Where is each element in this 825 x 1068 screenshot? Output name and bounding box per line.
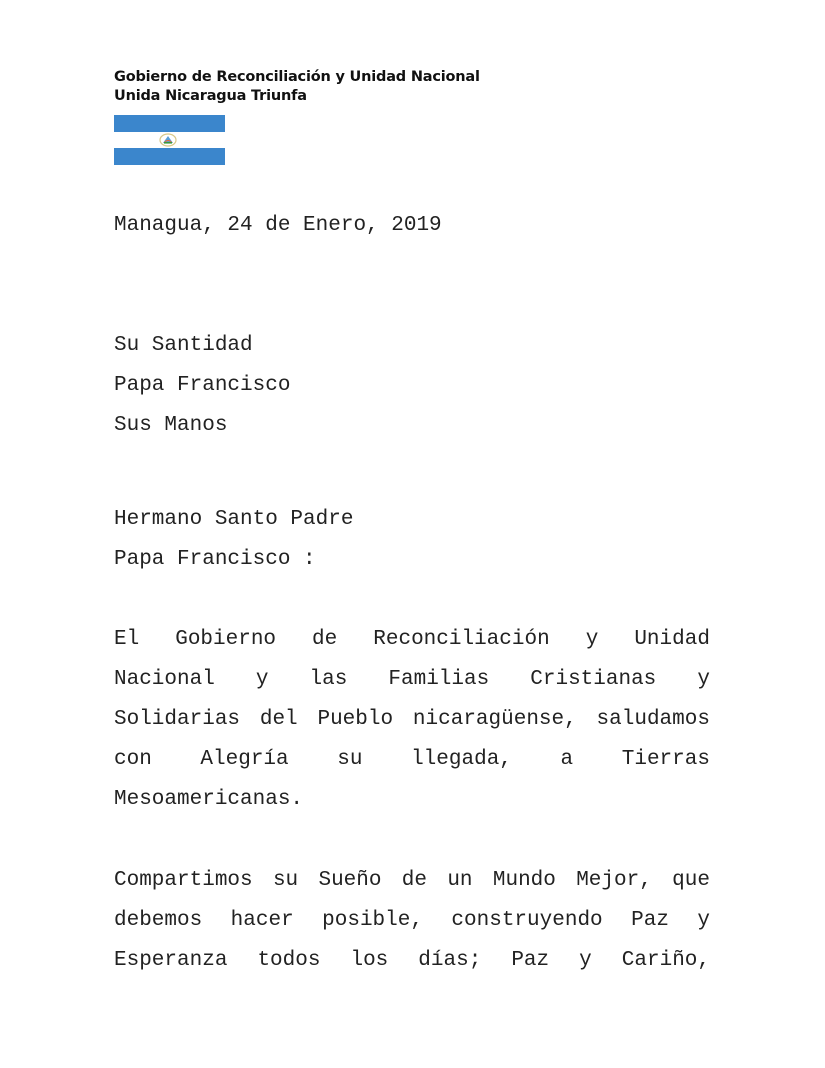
- letterhead: [114, 68, 480, 106]
- word: Alegría: [200, 748, 289, 771]
- salutation-line: Papa Francisco :: [114, 548, 316, 571]
- word: Mejor,: [576, 869, 652, 892]
- word: del: [259, 708, 298, 731]
- paragraph-line: [114, 941, 710, 981]
- word: y: [697, 909, 710, 932]
- salutation-line: Hermano Santo Padre: [114, 508, 354, 531]
- word: nicaragüense,: [412, 708, 577, 731]
- word: llegada,: [411, 748, 512, 771]
- word: de: [401, 869, 428, 892]
- word: Esperanza: [114, 949, 228, 972]
- word: Mesoamericanas.: [114, 788, 304, 811]
- word: Tierras: [621, 748, 710, 771]
- word: su: [272, 869, 299, 892]
- paragraph-line: [114, 620, 710, 660]
- word: y: [585, 628, 599, 651]
- paragraph-line: [114, 740, 710, 780]
- word: Reconciliación: [373, 628, 550, 651]
- recipient-line: Papa Francisco: [114, 374, 291, 397]
- word: Cariño,: [621, 949, 710, 972]
- word: Familias: [388, 668, 490, 691]
- paragraph-1: [114, 620, 710, 820]
- word: que: [672, 869, 710, 892]
- word: los: [350, 949, 389, 972]
- word: y: [697, 668, 710, 691]
- word: saludamos: [596, 708, 710, 731]
- word: Solidarias: [114, 708, 241, 731]
- word: a: [560, 748, 574, 771]
- word: y: [255, 668, 269, 691]
- word: Cristianas: [530, 668, 657, 691]
- word: y: [579, 949, 592, 972]
- word: de: [312, 628, 338, 651]
- letterhead-line-2: Unida Nicaragua Triunfa: [114, 88, 307, 104]
- nicaragua-flag-icon: [114, 115, 225, 165]
- word: construyendo: [451, 909, 603, 932]
- word: Paz: [631, 909, 669, 932]
- recipient-line: Su Santidad: [114, 334, 253, 357]
- word: todos: [257, 949, 321, 972]
- recipient-line: Sus Manos: [114, 414, 228, 437]
- coat-of-arms-icon: [159, 133, 177, 147]
- word: Mundo: [492, 869, 556, 892]
- paragraph-line: [114, 780, 710, 820]
- letterhead-line-1: Gobierno de Reconciliación y Unidad Nacional: [114, 69, 480, 85]
- word: Gobierno: [175, 628, 277, 651]
- word: Nacional: [114, 668, 215, 691]
- word: hacer: [230, 909, 294, 932]
- word: su: [337, 748, 363, 771]
- word: Paz: [511, 949, 550, 972]
- word: El: [114, 628, 140, 651]
- word: un: [447, 869, 473, 892]
- word: Sueño: [318, 869, 382, 892]
- letter-date: Managua, 24 de Enero, 2019: [114, 214, 442, 237]
- word: Pueblo: [317, 708, 394, 731]
- salutation-block: [114, 500, 353, 580]
- paragraph-line: [114, 901, 710, 941]
- word: Unidad: [634, 628, 710, 651]
- word: posible,: [322, 909, 423, 932]
- word: con: [114, 748, 152, 771]
- word: las: [309, 668, 348, 691]
- paragraph-2: [114, 861, 710, 981]
- word: debemos: [114, 909, 203, 932]
- paragraph-line: [114, 700, 710, 740]
- paragraph-line: [114, 861, 710, 901]
- paragraph-line: [114, 660, 710, 700]
- word: Compartimos: [114, 869, 253, 892]
- word: días;: [418, 949, 482, 972]
- recipient-block: [114, 326, 290, 446]
